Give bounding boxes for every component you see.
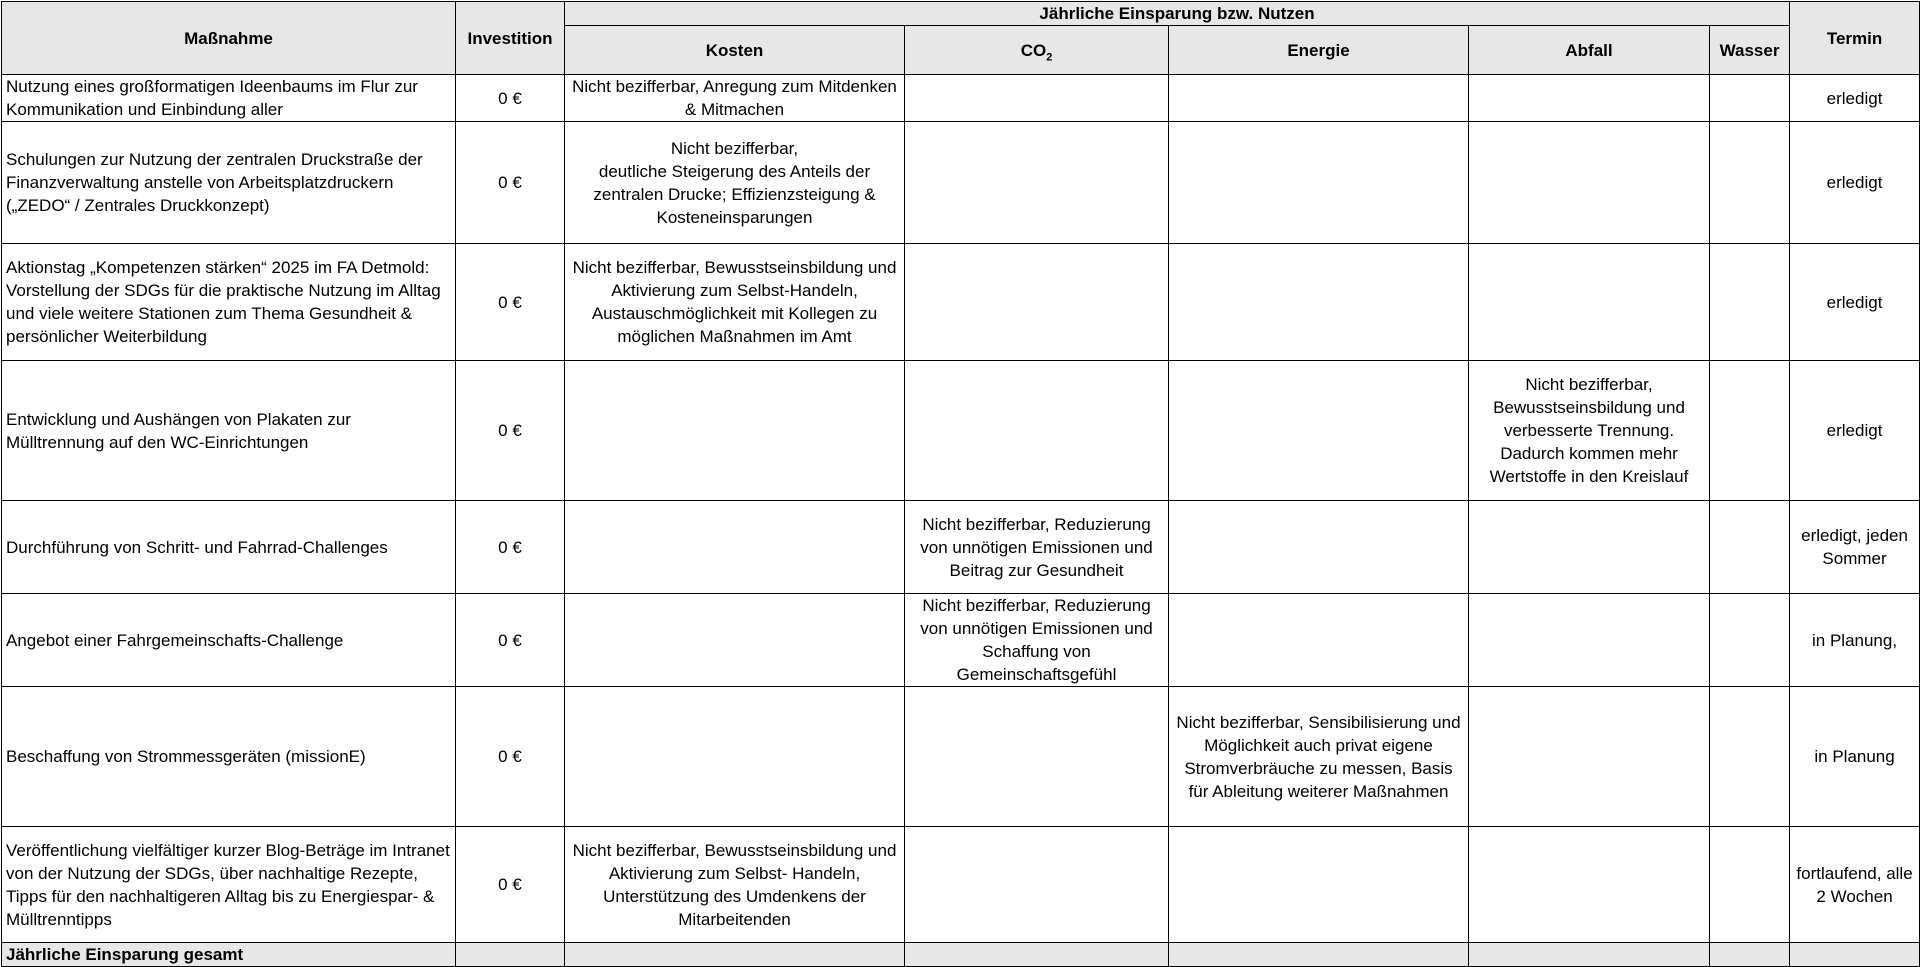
table-row (2, 827, 1920, 943)
cell-energie (1169, 501, 1469, 594)
cell-investition: 0 € (456, 244, 565, 361)
header-energie: Energie (1169, 26, 1469, 75)
header-kosten: Kosten (565, 26, 905, 75)
header-investition: Investition (456, 2, 565, 75)
cell-wasser (1710, 501, 1790, 594)
cell-energie (1169, 75, 1469, 122)
cell-abfall (1469, 75, 1710, 122)
header-co2-sub: 2 (1046, 50, 1053, 63)
cell-massnahme: Entwicklung und Aushängen von Plakaten zur Mülltrennung auf den WC-Einrichtungen (2, 361, 456, 501)
cell-kosten: Nicht bezifferbar, Anregung zum Mitdenken & Mitmachen (565, 75, 905, 122)
table-row (2, 361, 1920, 501)
cell-kosten-text: Nicht bezifferbar, deutliche Steigerung des Anteils der zentralen Drucke; Effizienzsteigung & Kosteneinsparungen (593, 138, 876, 227)
cell-co2 (905, 244, 1169, 361)
total-termin (1790, 943, 1920, 967)
cell-abfall (1469, 122, 1710, 244)
cell-wasser (1710, 244, 1790, 361)
table-row (2, 687, 1920, 827)
cell-co2 (905, 75, 1169, 122)
table-row (2, 594, 1920, 687)
cell-investition: 0 € (456, 687, 565, 827)
cell-termin: erledigt (1790, 361, 1920, 501)
cell-abfall (1469, 687, 1710, 827)
cell-kosten (565, 594, 905, 687)
cell-wasser (1710, 361, 1790, 501)
table-row (2, 75, 1920, 122)
cell-investition: 0 € (456, 594, 565, 687)
cell-wasser (1710, 75, 1790, 122)
cell-investition: 0 € (456, 361, 565, 501)
total-kosten (565, 943, 905, 967)
header-co2-main: CO (1020, 40, 1047, 60)
cell-co2 (905, 687, 1169, 827)
header-termin: Termin (1790, 2, 1920, 75)
cell-massnahme: Nutzung eines großformatigen Ideenbaums im Flur zur Kommunikation und Einbindung aller (2, 75, 456, 122)
cell-kosten (565, 687, 905, 827)
table-row (2, 122, 1920, 244)
cell-termin: erledigt (1790, 122, 1920, 244)
cell-massnahme: Aktionstag „Kompetenzen stärken“ 2025 im FA Detmold: Vorstellung der SDGs für die praktische Nutzung im Alltag und viele weitere Stationen zum Thema Gesundheit & persönlicher Weiterbildung (2, 244, 456, 361)
cell-termin: in Planung (1790, 687, 1920, 827)
cell-massnahme: Beschaffung von Strommessgeräten (missionE) (2, 687, 456, 827)
cell-abfall (1469, 594, 1710, 687)
cell-massnahme: Schulungen zur Nutzung der zentralen Druckstraße der Finanzverwaltung anstelle von Arbeitsplatzdruckern („ZEDO“ / Zentrales Druckkonzept) (2, 122, 456, 244)
total-row (2, 943, 1920, 967)
cell-wasser (1710, 594, 1790, 687)
cell-energie (1169, 122, 1469, 244)
header-group-einsparung: Jährliche Einsparung bzw. Nutzen (565, 2, 1790, 26)
header-wasser: Wasser (1710, 26, 1790, 75)
cell-wasser (1710, 122, 1790, 244)
total-energie (1169, 943, 1469, 967)
cell-co2 (905, 361, 1169, 501)
cell-termin: fortlaufend, alle 2 Wochen (1790, 827, 1920, 943)
cell-kosten (565, 501, 905, 594)
table-row (2, 244, 1920, 361)
total-label: Jährliche Einsparung gesamt (2, 943, 456, 967)
cell-massnahme: Angebot einer Fahrgemeinschafts-Challenge (2, 594, 456, 687)
total-co2 (905, 943, 1169, 967)
cell-massnahme: Veröffentlichung vielfältiger kurzer Blog-Beträge im Intranet von der Nutzung der SDGs, über nachhaltige Rezepte, Tipps für den nachhaltigeren Alltag bis zu Energiespar- & Mülltrenntipps (2, 827, 456, 943)
cell-kosten (565, 361, 905, 501)
cell-energie (1169, 827, 1469, 943)
total-investition (456, 943, 565, 967)
cell-co2 (905, 122, 1169, 244)
cell-investition: 0 € (456, 122, 565, 244)
header-co2 (905, 26, 1169, 75)
cell-kosten: Nicht bezifferbar, Bewusstseinsbildung und Aktivierung zum Selbst-Handeln, Austauschmöglichkeit mit Kollegen zu möglichen Maßnahmen im Amt (565, 244, 905, 361)
cell-co2: Nicht bezifferbar, Reduzierung von unnötigen Emissionen und Schaffung von Gemeinschaftsgefühl (905, 594, 1169, 687)
cell-abfall: Nicht bezifferbar, Bewusstseinsbildung und verbesserte Trennung. Dadurch kommen mehr Wertstoffe in den Kreislauf (1469, 361, 1710, 501)
cell-abfall (1469, 827, 1710, 943)
total-wasser (1710, 943, 1790, 967)
cell-energie (1169, 361, 1469, 501)
cell-energie (1169, 594, 1469, 687)
cell-termin: in Planung, (1790, 594, 1920, 687)
cell-investition: 0 € (456, 827, 565, 943)
header-massnahme: Maßnahme (2, 2, 456, 75)
cell-termin: erledigt, jeden Sommer (1790, 501, 1920, 594)
cell-wasser (1710, 687, 1790, 827)
total-abfall (1469, 943, 1710, 967)
cell-abfall (1469, 244, 1710, 361)
cell-abfall (1469, 501, 1710, 594)
cell-investition: 0 € (456, 75, 565, 122)
table-row (2, 501, 1920, 594)
cell-termin: erledigt (1790, 75, 1920, 122)
cell-investition: 0 € (456, 501, 565, 594)
cell-wasser (1710, 827, 1790, 943)
cell-energie (1169, 244, 1469, 361)
cell-termin: erledigt (1790, 244, 1920, 361)
cell-co2 (905, 827, 1169, 943)
measures-table (1, 1, 1920, 967)
cell-kosten: Nicht bezifferbar, Bewusstseinsbildung und Aktivierung zum Selbst- Handeln, Unterstützung des Umdenkens der Mitarbeitenden (565, 827, 905, 943)
cell-massnahme: Durchführung von Schritt- und Fahrrad-Challenges (2, 501, 456, 594)
cell-co2: Nicht bezifferbar, Reduzierung von unnötigen Emissionen und Beitrag zur Gesundheit (905, 501, 1169, 594)
cell-energie: Nicht bezifferbar, Sensibilisierung und Möglichkeit auch privat eigene Stromverbräuche zu messen, Basis für Ableitung weiterer Maßnahmen (1169, 687, 1469, 827)
header-abfall: Abfall (1469, 26, 1710, 75)
cell-kosten (565, 122, 905, 244)
